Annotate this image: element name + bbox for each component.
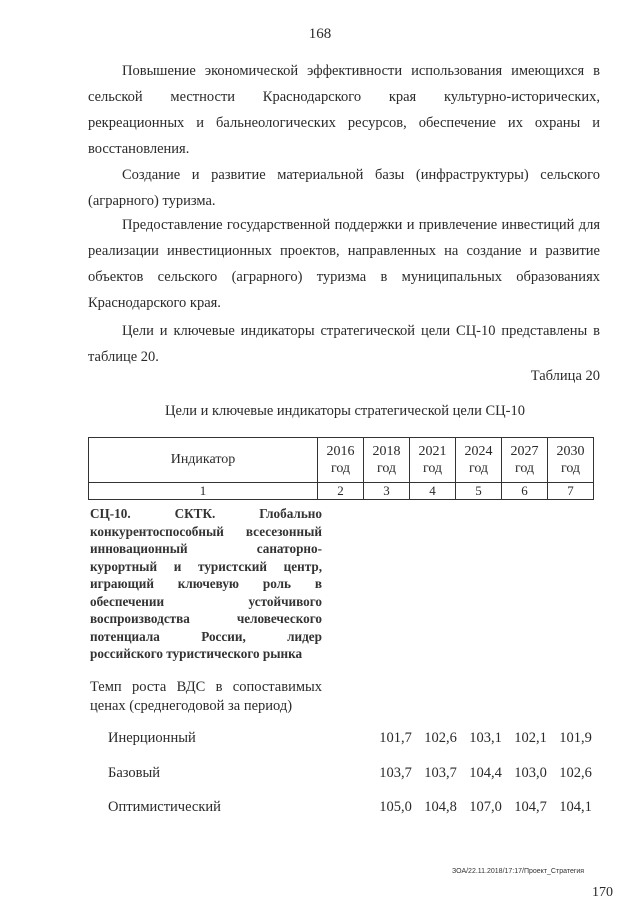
year-label: 2027	[510, 444, 539, 459]
year-unit: год	[468, 461, 489, 476]
table-caption: Цели и ключевые индикаторы стратегической цели СЦ-10	[165, 403, 525, 419]
indicator-table	[88, 437, 594, 500]
header-year-2021	[410, 438, 456, 483]
header-year-2016	[318, 438, 364, 483]
column-number: 4	[410, 483, 456, 500]
metric-label: Темп роста ВДС в сопоставимых ценах (среднегодовой за период)	[90, 679, 322, 714]
column-number: 3	[364, 483, 410, 500]
scenario-label-optimistic: Оптимистический	[108, 799, 221, 815]
table-cell: 103,0	[514, 765, 547, 781]
year-label: 2024	[464, 444, 493, 459]
column-number-row	[89, 483, 594, 500]
table-cell: 102,6	[559, 765, 592, 781]
footer-stamp: ЗОА/22.11.2018/17:17/Проект_Стратегия	[452, 868, 585, 875]
table-cell: 104,7	[514, 799, 547, 815]
header-year-2027	[502, 438, 548, 483]
table-cell: 101,7	[379, 730, 412, 746]
paragraph-2: Создание и развитие материальной базы (инфраструктуры) сельского (аграрного) туризма.	[88, 167, 600, 209]
table-cell: 104,1	[559, 799, 592, 815]
paragraph-1: Повышение экономической эффективности использования имеющихся в сельской местности Краснодарского края культурно-исторических, рекреационных и бальнеологических ресурсов, обеспечение их охраны и восстановления.	[88, 63, 600, 157]
year-label: 2030	[556, 444, 585, 459]
table-cell: 103,7	[379, 765, 412, 781]
column-number: 7	[548, 483, 594, 500]
column-number: 6	[502, 483, 548, 500]
table-cell: 107,0	[469, 799, 502, 815]
page-number-bottom: 170	[592, 885, 613, 900]
year-unit: год	[422, 461, 443, 476]
strategic-goal-text: СЦ-10. СКТК. Глобально конкурентоспособный всесезонный инновационный санаторно-курортный и туристский центр, играющий ключевую роль в обеспечении устойчивого воспроизводства человеческого потенциала России, лидер российского туристического рынка	[90, 506, 322, 661]
page-number-top: 168	[308, 26, 332, 42]
header-year-2018	[364, 438, 410, 483]
table-cell: 103,7	[424, 765, 457, 781]
year-label: 2021	[418, 444, 447, 459]
year-unit: год	[560, 461, 581, 476]
column-number: 5	[456, 483, 502, 500]
paragraph-4: Цели и ключевые индикаторы стратегической цели СЦ-10 представлены в таблице 20.	[88, 323, 600, 365]
year-unit: год	[514, 461, 535, 476]
scenario-label-base: Базовый	[108, 765, 161, 781]
table-cell: 104,4	[469, 765, 502, 781]
header-year-2024	[456, 438, 502, 483]
year-label: 2018	[372, 444, 401, 459]
scenario-label-inertial: Инерционный	[108, 730, 196, 746]
column-number: 2	[318, 483, 364, 500]
header-indicator: Индикатор	[89, 438, 318, 483]
column-number: 1	[89, 483, 318, 500]
table-cell: 104,8	[424, 799, 457, 815]
year-label: 2016	[326, 444, 355, 459]
table-cell: 103,1	[469, 730, 502, 746]
header-year-2030	[548, 438, 594, 483]
table-cell: 105,0	[379, 799, 412, 815]
year-unit: год	[376, 461, 397, 476]
paragraph-3: Предоставление государственной поддержки и привлечение инвестиций для реализации инвестиционных проектов, направленных на создание и развитие объектов сельского (аграрного) туризма в муниципальных образованиях Краснодарского края.	[88, 217, 600, 311]
table-cell: 102,1	[514, 730, 547, 746]
table-cell: 101,9	[559, 730, 592, 746]
table-header-row	[89, 438, 594, 483]
year-unit: год	[330, 461, 351, 476]
table-label: Таблица 20	[530, 368, 600, 384]
table-cell: 102,6	[424, 730, 457, 746]
